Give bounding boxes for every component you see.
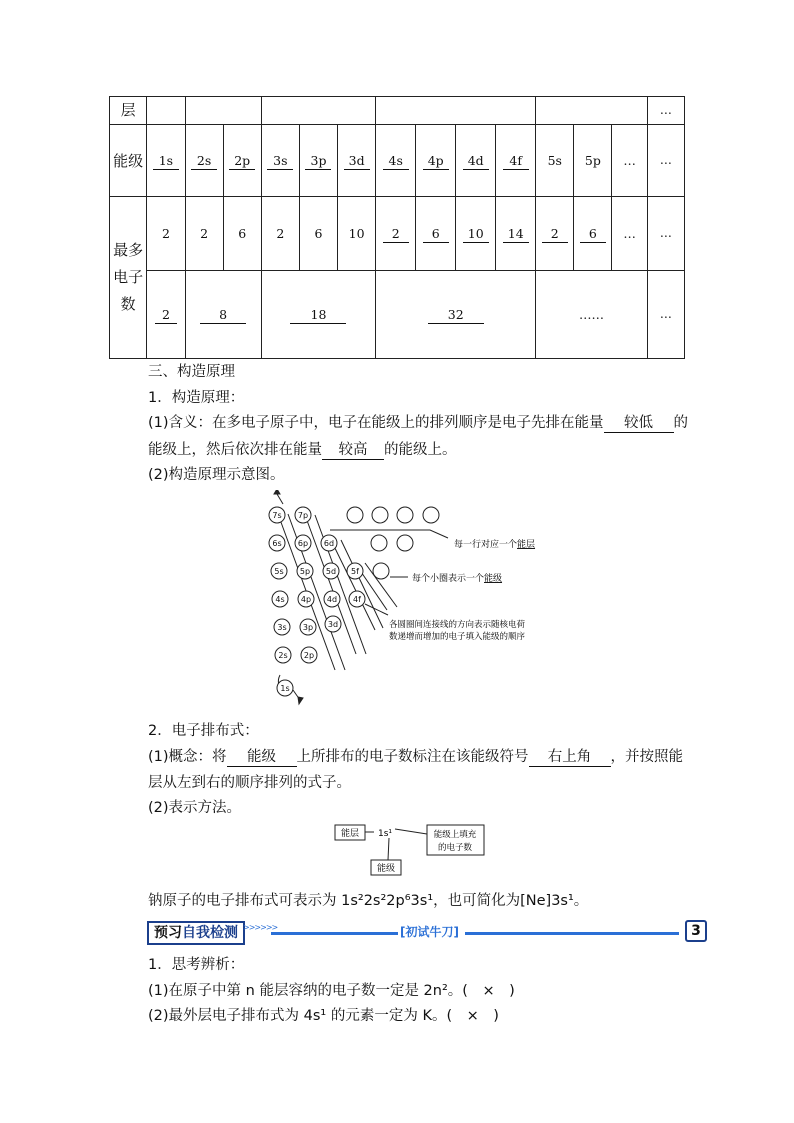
method-caption: (2)表示方法。 <box>148 800 242 816</box>
ellipsis-cell: … <box>647 97 684 125</box>
orbital-label: 2s <box>278 651 288 660</box>
sodium-config: 钠原子的电子排布式可表示为 1s²2s²2p⁶3s¹，也可简化为[Ne]3s¹。 <box>148 893 589 909</box>
orbital-label: 4d <box>326 595 338 604</box>
layer-max-2: 8 <box>200 306 246 324</box>
sublevel-max-cell <box>574 197 612 271</box>
sublevel-label: 4f <box>503 152 529 170</box>
banner-line <box>271 932 399 935</box>
sublevel-max-value: 6 <box>580 225 606 243</box>
sublevel-label: 4p <box>423 152 449 170</box>
sublevel-label: 1s <box>153 152 179 170</box>
table-row <box>110 197 685 271</box>
orbital-label: 2p <box>303 651 315 660</box>
empty-orbital-circle <box>372 507 388 523</box>
sublevel-max-cell: 2 <box>147 197 185 271</box>
ellipsis-cell: … <box>647 271 684 359</box>
empty-orbital-circle <box>397 535 413 551</box>
orbital-label: 6d <box>323 539 335 548</box>
legend-fill-2: 的电子数 <box>437 843 473 853</box>
row-header-sublevel: 能级 <box>110 125 147 197</box>
sublevel-max-cell: 10 <box>338 197 376 271</box>
banner-number: 3 <box>685 920 707 942</box>
note-arrow-1: 各圆圈间连接线的方向表示随核电荷 <box>389 620 526 630</box>
concept-line-2: 层从左到右的顺序排列的式子。 <box>148 775 351 791</box>
sublevel-label: 2s <box>191 152 217 170</box>
layer-max-cell <box>376 271 536 359</box>
layer-max-cell <box>261 271 375 359</box>
orbital-label: 4f <box>353 595 361 604</box>
banner-line <box>465 932 679 935</box>
layer-max-1: 2 <box>155 306 177 324</box>
ellipsis-cell: … <box>612 125 647 197</box>
layer-max-cell <box>185 271 261 359</box>
sublevel-max-cell <box>376 197 416 271</box>
sublevel-label: 3p <box>305 152 331 170</box>
layer-max-4: 32 <box>428 306 484 324</box>
sublevel-max-cell: 2 <box>185 197 223 271</box>
empty-orbital-circle <box>397 507 413 523</box>
empty-orbital-circle <box>347 507 363 523</box>
sublevel-cell: 5p <box>574 125 612 197</box>
orbital-label: 4p <box>300 595 312 604</box>
banner-title: 预习自我检测 <box>147 921 245 945</box>
sublevel-max-value: 2 <box>383 225 409 243</box>
aufbau-diagram <box>255 490 575 715</box>
orbital-label: 5d <box>325 567 337 576</box>
sublevel-max-cell <box>536 197 574 271</box>
orbital-label: 5p <box>299 567 311 576</box>
sublevel-label: 4d <box>463 152 489 170</box>
sublevel-label: 2p <box>229 152 255 170</box>
sublevel-max-cell <box>456 197 496 271</box>
empty-orbital-circle <box>371 535 387 551</box>
concept-line-1: (1)概念：将 能级 上所排布的电子数标注在该能级符号 右上角 ，并按照能 <box>148 745 683 767</box>
row-header-layer: 层 <box>110 97 147 125</box>
sublevel-label: 3s <box>267 152 293 170</box>
banner-arrows: >>>>>> <box>243 923 278 932</box>
sublevel-cell <box>338 125 376 197</box>
check-title: 1．思考辨析： <box>148 957 245 973</box>
table-row <box>110 271 685 359</box>
check-q1: (1)在原子中第 n 能层容纳的电子数一定是 2n²。( × ) <box>148 983 515 999</box>
sublevel-cell <box>496 125 536 197</box>
sublevel-cell <box>261 125 299 197</box>
table-row <box>110 97 685 125</box>
construction-principle-title: 1．构造原理： <box>148 390 245 406</box>
sublevel-cell: 5s <box>536 125 574 197</box>
ellipsis-cell: … <box>647 125 684 197</box>
diagram-caption: (2)构造原理示意图。 <box>148 467 285 483</box>
orbital-label: 1s <box>280 684 290 693</box>
meaning-line-1: (1)含义：在多电子原子中，电子在能级上的排列顺序是电子先排在能量 较低 的 <box>148 411 688 433</box>
note-row: 每一行对应一个能层 <box>454 540 536 550</box>
banner-tag: [初试牛刀] <box>400 925 459 939</box>
note-circle: 每个小圈表示一个能级 <box>412 574 503 584</box>
layer-max-cell: …… <box>536 271 648 359</box>
orbital-label: 5f <box>351 567 359 576</box>
sublevel-max-cell: 2 <box>261 197 299 271</box>
empty-orbital-circle <box>373 563 389 579</box>
orbital-label: 3d <box>327 620 339 629</box>
legend-symbol: 1s¹ <box>377 829 393 839</box>
sublevel-cell <box>456 125 496 197</box>
sublevel-max-cell <box>496 197 536 271</box>
blank-lower: 较低 <box>604 411 674 433</box>
orbital-label: 7s <box>272 511 282 520</box>
check-q2: (2)最外层电子排布式为 4s¹ 的元素一定为 K。( × ) <box>148 1008 499 1024</box>
sublevel-max-cell: 6 <box>299 197 337 271</box>
ellipsis-cell: … <box>647 197 684 271</box>
sublevel-label: 3d <box>344 152 370 170</box>
sublevel-cell <box>147 125 185 197</box>
notation-legend <box>333 820 493 880</box>
meaning-line-2: 能级上，然后依次排在能量 较高 的能级上。 <box>148 438 457 460</box>
sublevel-max-cell <box>416 197 456 271</box>
sublevel-cell <box>299 125 337 197</box>
blank-higher: 较高 <box>322 438 384 460</box>
layer-max-3: 18 <box>290 306 346 324</box>
sublevel-max-value: 10 <box>463 225 489 243</box>
sublevel-cell <box>223 125 261 197</box>
sublevel-cell <box>185 125 223 197</box>
blank-sublevel: 能级 <box>227 745 297 767</box>
sublevel-cell <box>416 125 456 197</box>
orbital-label: 7p <box>297 511 309 520</box>
row-header-max-electrons: 最多电子数 <box>110 197 147 359</box>
layer-max-cell <box>147 271 185 359</box>
config-title: 2．电子排布式： <box>148 723 259 739</box>
legend-layer: 能层 <box>340 829 360 839</box>
empty-orbital-circle <box>423 507 439 523</box>
sublevel-cell <box>376 125 416 197</box>
sublevel-max-value: 2 <box>542 225 568 243</box>
orbital-label: 3p <box>302 623 314 632</box>
table-row <box>110 125 685 197</box>
self-check-banner <box>147 918 707 946</box>
orbital-label: 3s <box>277 623 287 632</box>
orbital-label: 4s <box>275 595 285 604</box>
legend-level: 能级 <box>376 864 396 874</box>
legend-fill-1: 能级上填充 <box>433 830 477 840</box>
sublevel-max-cell: 6 <box>223 197 261 271</box>
sublevel-max-value: 14 <box>503 225 529 243</box>
note-arrow-2: 数递增而增加的电子填入能级的顺序 <box>389 632 526 642</box>
ellipsis-cell: … <box>612 197 647 271</box>
sublevel-max-value: 6 <box>423 225 449 243</box>
blank-superscript: 右上角 <box>529 745 611 767</box>
orbital-label: 6p <box>297 539 309 548</box>
section-heading: 三、构造原理 <box>148 364 235 380</box>
sublevel-label: 4s <box>383 152 409 170</box>
orbital-label: 6s <box>272 539 282 548</box>
orbital-label: 5s <box>274 567 284 576</box>
energy-level-table <box>109 96 685 359</box>
